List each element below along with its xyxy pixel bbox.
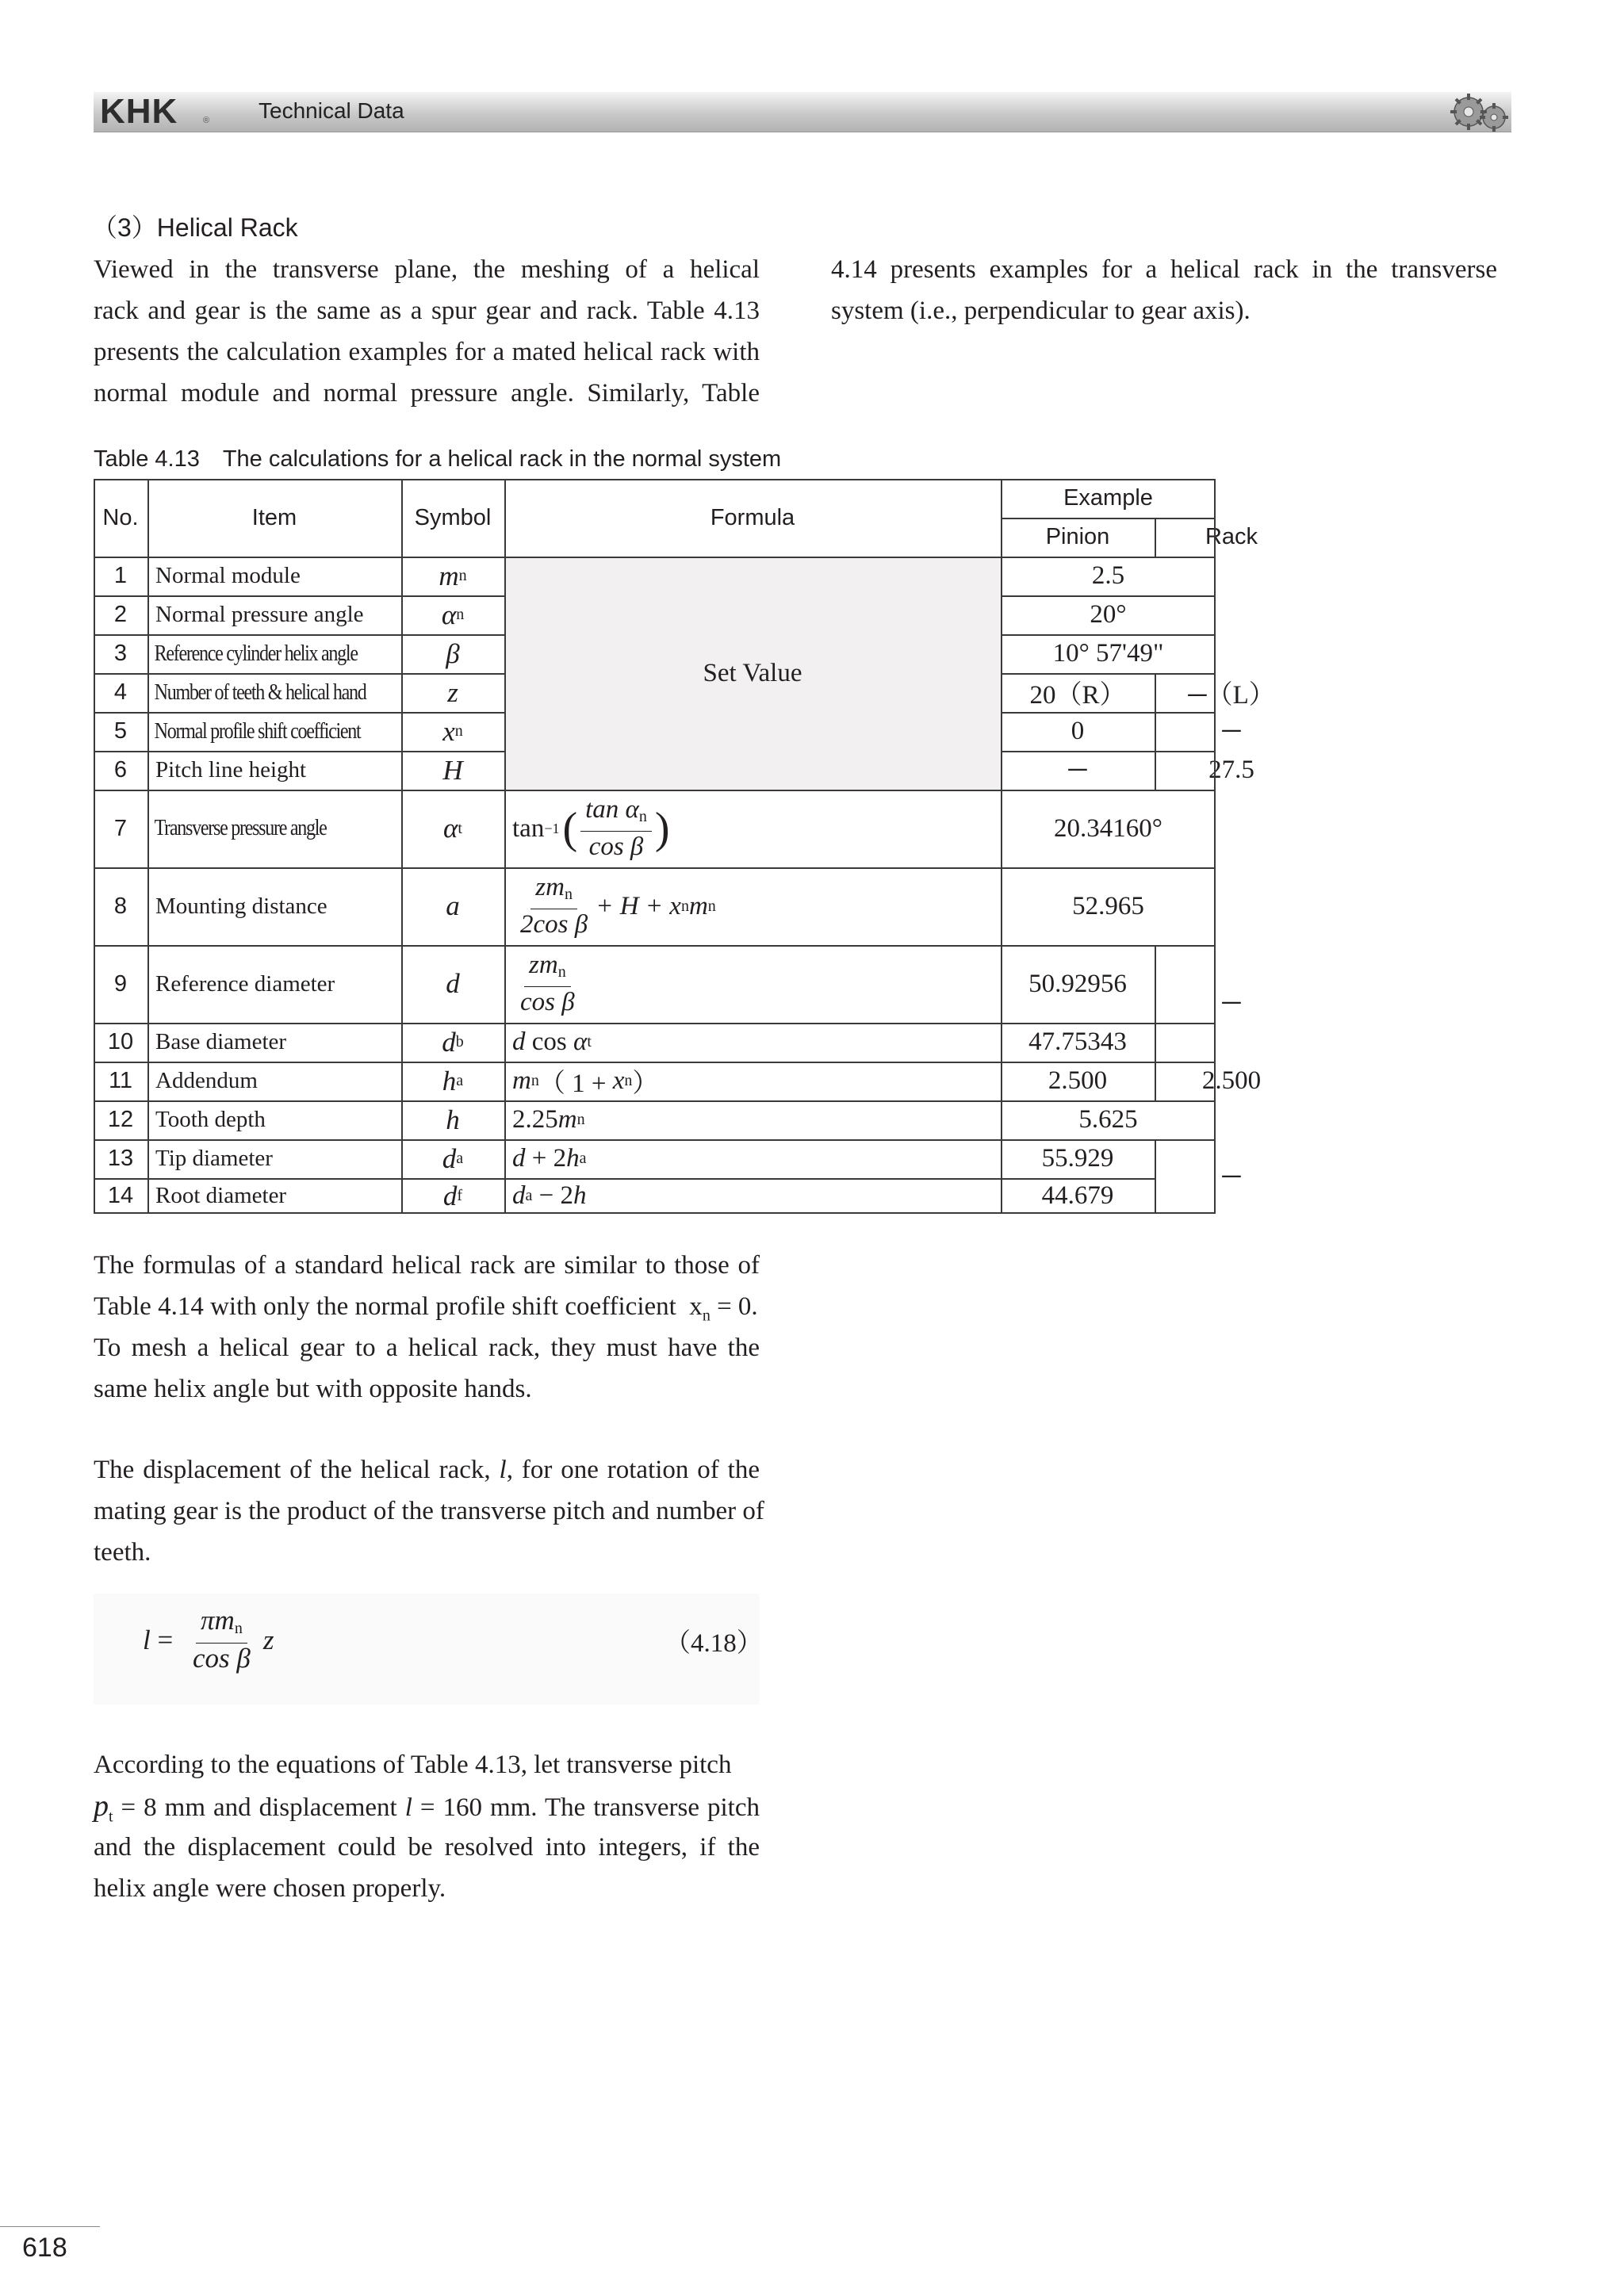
formula-exponent: −1 [544, 820, 560, 836]
grid-line [94, 751, 504, 752]
formula-den: cos β [520, 988, 575, 1016]
row-item: Reference cylinder helix angle [154, 641, 358, 666]
row-symbol [401, 1100, 504, 1139]
formula-row-13 [504, 1139, 1001, 1178]
row-symbol [401, 1139, 504, 1178]
row-number: 8 [113, 893, 128, 919]
section-heading: （3）Helical Rack [92, 213, 298, 242]
body-line: teeth. [94, 1538, 151, 1567]
row-item: Pitch line height [155, 757, 307, 783]
formula-part: h [566, 1144, 580, 1173]
symbol-sub: t [458, 819, 462, 837]
symbol-main: h [446, 1104, 460, 1135]
row-item: Base diameter [155, 1029, 287, 1054]
intro-left-line: Viewed in the transverse plane, the meshing of a helical [94, 255, 760, 284]
formula-sub: a [525, 1187, 533, 1204]
formula-num: tan α [585, 795, 639, 824]
row-number: 7 [113, 815, 128, 841]
row-rack-value: ─ [1222, 717, 1241, 745]
formula-part: d [512, 1144, 526, 1173]
intro-right-paragraph [831, 249, 1497, 331]
row-rack-value: ─（L） [1188, 681, 1275, 710]
body-var: p [94, 1789, 109, 1823]
equation-4-18 [94, 1594, 763, 1705]
grid-line [94, 1178, 1155, 1180]
row-symbol [401, 1023, 504, 1062]
equation-fraction [188, 1606, 255, 1674]
row-example-value: 5.625 [1078, 1105, 1138, 1134]
grid-line [1155, 673, 1156, 790]
body-line [94, 1286, 760, 1327]
symbol-sub: a [456, 1072, 464, 1089]
row-item: Root diameter [155, 1183, 287, 1208]
grid-line [1001, 479, 1002, 1214]
formula-part: h [573, 1181, 587, 1210]
row-pinion-value: 44.679 [1041, 1181, 1114, 1210]
equation-body [143, 1606, 274, 1674]
equation-number: （4.18） [665, 1629, 763, 1658]
formula-fraction [515, 873, 592, 939]
formula-sub: n [624, 1072, 633, 1089]
intro-right-line: 4.14 presents examples for a helical rack in the transverse [831, 255, 1497, 284]
body-text: = 160 mm. The transverse pitch [412, 1793, 760, 1822]
header-pinion: Pinion [1045, 524, 1110, 549]
row-number: 4 [113, 679, 128, 705]
row-symbol [401, 595, 504, 634]
formula-fraction [580, 795, 652, 862]
grid-line [94, 634, 504, 636]
row-example-value: 2.5 [1091, 561, 1125, 590]
formula-part: − 2 [532, 1181, 574, 1210]
intro-right-line: system (i.e., perpendicular to gear axis). [831, 297, 1251, 325]
body-var: l [404, 1793, 412, 1822]
grid-line [1155, 1062, 1156, 1100]
body-paragraph-1 [94, 1245, 760, 1410]
symbol-main: a [446, 890, 460, 921]
row-pinion-value: 2.500 [1048, 1066, 1108, 1095]
formula-part: d [512, 1181, 526, 1210]
row-rack-value: ─ [1222, 1161, 1241, 1191]
symbol-main: α [443, 813, 458, 844]
row-rack-value: 2.500 [1201, 1066, 1262, 1095]
gear-icon [1446, 90, 1511, 133]
equation-num: πm [201, 1605, 235, 1636]
intro-left-paragraph [94, 249, 760, 414]
grid-line [1001, 634, 1216, 636]
row-item: Mounting distance [155, 893, 327, 919]
symbol-sub: f [457, 1187, 463, 1204]
grid-line [94, 673, 504, 675]
formula-tail: + H + x [596, 891, 681, 920]
body-text: = 0. [710, 1292, 758, 1321]
symbol-sub: n [456, 606, 465, 623]
row-item: Number of teeth & helical hand [154, 679, 366, 705]
symbol-main: β [446, 637, 460, 669]
symbol-main: d [442, 1180, 458, 1211]
body-line [94, 1449, 760, 1490]
intro-left-line: normal module and normal pressure angle. Similarly, Table [94, 379, 760, 408]
header-example: Example [1063, 485, 1153, 511]
formula-part: ） [632, 1070, 659, 1098]
formula-part: cos [525, 1027, 573, 1056]
row-symbol [401, 1178, 504, 1214]
row-symbol [401, 751, 504, 790]
formula-tan-fn: tan [512, 813, 545, 843]
row-symbol [401, 945, 504, 1023]
header-no: No. [102, 504, 139, 530]
grid-line [94, 1062, 1155, 1063]
formula-num-sub: n [638, 808, 647, 825]
row-symbol [401, 712, 504, 751]
equation-tail: z [262, 1624, 274, 1655]
formula-num: zm [535, 873, 565, 901]
symbol-main: x [442, 715, 455, 747]
grid-line [1155, 1139, 1156, 1214]
formula-part: m [557, 1105, 577, 1134]
equation-equals: = [150, 1624, 180, 1655]
formula-part: α [573, 1027, 588, 1056]
formula-sub: n [707, 897, 716, 915]
row-number: 9 [113, 970, 128, 997]
grid-line [94, 712, 504, 714]
grid-line [1155, 518, 1156, 557]
formula-row-10 [504, 1023, 1001, 1062]
body-line: same helix angle but with opposite hands. [94, 1375, 532, 1403]
row-number: 6 [113, 757, 128, 783]
body-var: l [499, 1456, 507, 1484]
header-bar [94, 92, 1511, 132]
row-pinion-value: 47.75343 [1028, 1027, 1127, 1056]
row-number: 2 [113, 602, 128, 627]
row-number: 11 [108, 1068, 133, 1093]
body-line [94, 1785, 760, 1827]
row-symbol [401, 790, 504, 867]
body-paragraph-2 [94, 1449, 764, 1573]
body-line: mating gear is the product of the transverse pitch and number of [94, 1497, 764, 1525]
grid-line [94, 479, 95, 1214]
row-symbol [401, 867, 504, 945]
body-line: The formulas of a standard helical rack are similar to those of [94, 1251, 760, 1280]
formula-part: + 2 [525, 1144, 567, 1173]
row-pinion-value: 0 [1071, 717, 1085, 745]
row-symbol [401, 634, 504, 673]
grid-line [1155, 945, 1156, 1062]
grid-line [1001, 712, 1216, 714]
row-example-value: 52.965 [1072, 891, 1144, 920]
grid-line [401, 479, 403, 1214]
header-title: Technical Data [259, 98, 404, 123]
formula-part: 2.25 [512, 1105, 558, 1134]
body-text: = 8 mm and displacement [113, 1793, 405, 1822]
grid-line [94, 1023, 1216, 1024]
row-item: Tip diameter [155, 1146, 273, 1171]
formula-row-14 [504, 1178, 1001, 1214]
set-value-label: Set Value [703, 658, 802, 687]
body-line: To mesh a helical gear to a helical rack, they must have the [94, 1334, 760, 1362]
row-pinion-value: 50.92956 [1028, 969, 1127, 998]
grid-line [1001, 751, 1216, 752]
body-text: , for one rotation of the [506, 1456, 760, 1484]
symbol-main: h [442, 1065, 457, 1096]
formula-row-7: tan −1 ( $\frac{\tan \alpha_n}{\text{cos β}}$ ) [512, 795, 670, 861]
formula-num-sub: n [564, 886, 573, 903]
row-item: Normal profile shift coefficient [154, 718, 361, 744]
row-item: Reference diameter [155, 970, 335, 997]
body-text: Table 4.14 with only the normal profile shift coefficient x [94, 1292, 703, 1321]
formula-row-11 [504, 1062, 1001, 1100]
formula-den: 2cos β [520, 910, 588, 939]
symbol-main: m [439, 560, 459, 591]
grid-line [94, 1212, 1216, 1214]
row-number: 5 [113, 718, 128, 744]
body-paragraph-3 [94, 1744, 760, 1909]
equation-num-sub: n [234, 1620, 243, 1637]
row-symbol [401, 1062, 504, 1100]
grid-line [94, 595, 504, 597]
page-number: 618 [22, 2233, 67, 2263]
formula-num-sub: n [557, 963, 566, 981]
symbol-sub: n [454, 722, 463, 740]
row-pinion-value: ─ [1068, 756, 1087, 784]
formula-sub: a [579, 1150, 587, 1167]
body-line: helix angle were chosen properly. [94, 1874, 446, 1903]
header-symbol: Symbol [414, 504, 492, 530]
header-formula: Formula [710, 504, 795, 530]
grid-line [1001, 518, 1216, 519]
symbol-main: d [442, 1142, 457, 1174]
grid-line [1214, 479, 1216, 1214]
row-item: Normal pressure angle [155, 602, 364, 627]
grid-line [94, 945, 1216, 947]
page-rule [0, 2226, 100, 2227]
grid-line [94, 557, 1216, 558]
calculation-table [94, 479, 1275, 1214]
body-line: and the displacement could be resolved into integers, if the [94, 1833, 760, 1862]
row-example-value: 10° 57'49" [1052, 639, 1164, 668]
formula-tail: m [688, 891, 708, 920]
grid-line [94, 790, 1216, 791]
formula-part: d [512, 1027, 526, 1056]
formula-row-9 [504, 945, 1001, 1023]
formula-den: cos β [588, 832, 644, 861]
intro-left-line: rack and gear is the same as a spur gear and rack. Table 4.13 [94, 297, 760, 325]
table-caption: Table 4.13 The calculations for a helical rack in the normal system [94, 446, 782, 472]
row-item: Tooth depth [155, 1107, 266, 1132]
equation-lhs: l [143, 1624, 151, 1655]
formula-sub: n [576, 1111, 585, 1128]
formula-part: m [512, 1066, 531, 1095]
formula-row-8 [504, 867, 1001, 945]
row-number: 13 [107, 1146, 134, 1171]
equation-den: cos β [192, 1643, 251, 1674]
grid-line [94, 867, 1216, 869]
body-sub: n [702, 1307, 710, 1325]
grid-line [94, 479, 1216, 480]
row-number: 10 [107, 1029, 134, 1054]
symbol-main: H [442, 754, 463, 786]
row-item: Addendum [155, 1068, 258, 1093]
grid-line [1001, 673, 1216, 675]
row-item: Transverse pressure angle [154, 816, 327, 840]
symbol-main: d [442, 1026, 456, 1058]
formula-num: zm [529, 951, 558, 979]
grid-line [94, 1139, 1216, 1141]
grid-line [504, 479, 506, 1214]
symbol-main: α [441, 599, 457, 630]
symbol-sub: b [455, 1033, 464, 1050]
row-pinion-value: 20（R） [1029, 681, 1126, 710]
khk-logo: KHK [100, 92, 178, 131]
header-item: Item [251, 504, 297, 530]
row-number: 12 [107, 1107, 134, 1132]
formula-row-12 [504, 1100, 1001, 1139]
registered-mark: ® [203, 116, 210, 125]
row-number: 14 [107, 1183, 134, 1208]
row-symbol [401, 557, 504, 595]
formula-sub: n [530, 1072, 539, 1089]
row-rack-value: ─ [1222, 989, 1241, 1017]
symbol-main: z [447, 676, 458, 708]
intro-left-line: presents the calculation examples for a mated helical rack with [94, 338, 760, 366]
grid-line [147, 479, 149, 1214]
formula-sub: n [680, 897, 689, 915]
row-number: 1 [113, 563, 128, 588]
grid-line [1155, 1062, 1216, 1063]
formula-part: x [612, 1066, 625, 1095]
body-sub: t [109, 1808, 113, 1826]
symbol-main: d [446, 968, 460, 999]
formula-sub: t [587, 1033, 592, 1050]
row-pinion-value: 55.929 [1041, 1144, 1114, 1173]
grid-line [94, 1100, 1216, 1102]
symbol-sub: a [456, 1150, 464, 1167]
body-text: The displacement of the helical rack, [94, 1456, 500, 1484]
grid-line [1001, 595, 1216, 597]
formula-part: （ 1 + [538, 1070, 613, 1098]
row-number: 3 [113, 641, 128, 666]
header-rack: Rack [1205, 524, 1258, 549]
body-line: According to the equations of Table 4.13, let transverse pitch [94, 1751, 732, 1779]
row-example-value: 20.34160° [1054, 813, 1162, 843]
row-item: Normal module [155, 563, 301, 588]
row-symbol [401, 673, 504, 712]
symbol-sub: n [458, 567, 467, 584]
row-example-value: 20° [1090, 600, 1127, 629]
row-rack-value: 27.5 [1208, 756, 1254, 784]
formula-fraction [515, 951, 580, 1017]
